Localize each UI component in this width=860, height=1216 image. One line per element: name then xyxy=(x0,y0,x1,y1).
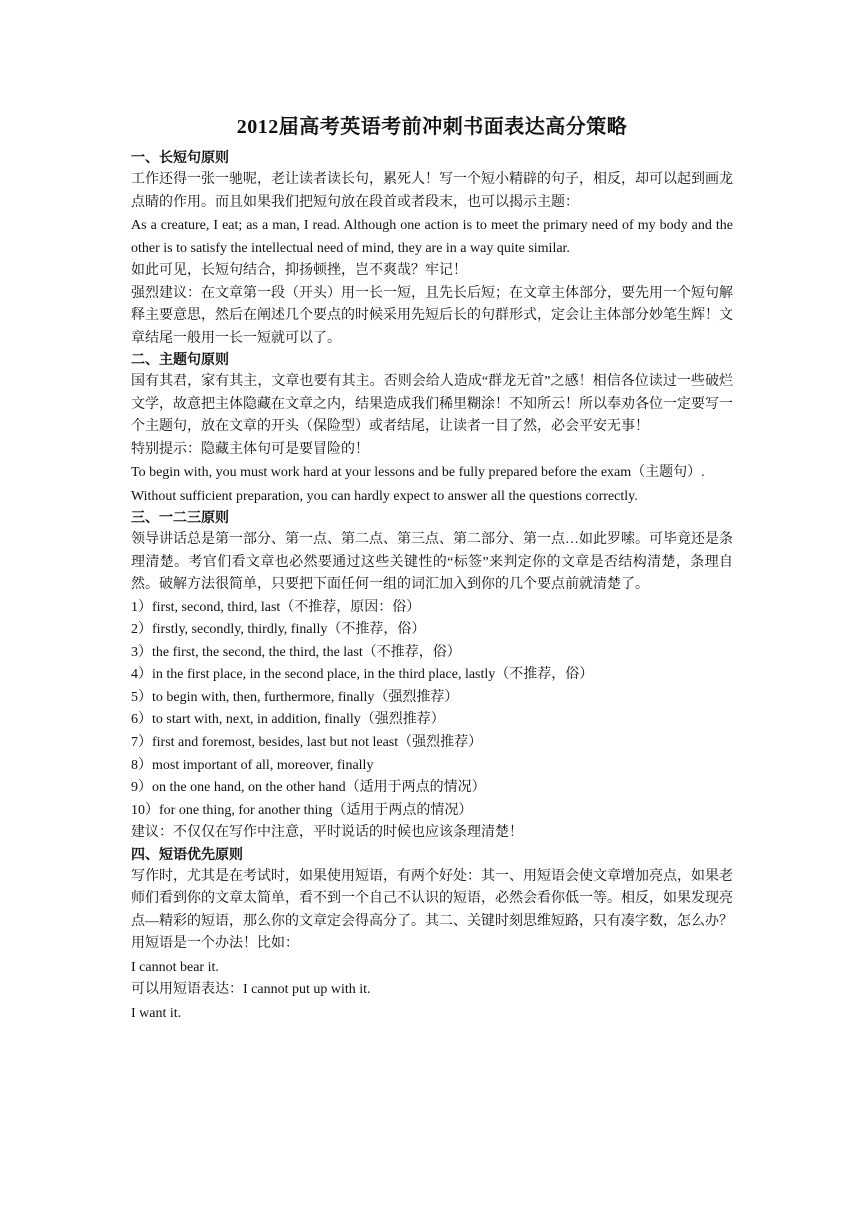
section-4-paragraph-1: 写作时，尤其是在考试时，如果使用短语，有两个好处：其一、用短语会使文章增加亮点，如果老师们看到你的文章太简单，看不到一个自己不认识的短语，必然会看你低一等。相反，如果发现亮点—精彩的短语，那么你的文章定会得高分了。其二、关键时刻思维短路，只有凑字数，怎么办？用短语是一个办法！比如： xyxy=(131,868,733,952)
list-item: 9）on the one hand, on the other hand（适用于两点的情况） xyxy=(131,780,486,796)
list-item: 5）to begin with, then, furthermore, finally（强烈推荐） xyxy=(131,689,459,705)
list-item: 10）for one thing, for another thing（适用于两点的情况） xyxy=(131,802,473,818)
section-4-english-example-2: 可以用短语表达：I cannot put up with it. xyxy=(131,982,371,998)
list-item: 7）first and foremost, besides, last but not least（强烈推荐） xyxy=(131,735,483,751)
section-1-paragraph-1: 工作还得一张一驰呢，老让读者读长句，累死人！写一个短小精辟的句子，相反，却可以起到画龙点睛的作用。而且如果我们把短句放在段首或者段末，也可以揭示主题： xyxy=(131,172,733,210)
section-1-paragraph-2: 如此可见，长短句结合，抑扬顿挫，岂不爽哉？牢记！ xyxy=(131,263,467,278)
section-3-paragraph-1: 领导讲话总是第一部分、第一点、第二点、第三点、第二部分、第一点…如此罗嗦。可毕竟还是条理清楚。考官们看文章也必然要通过这些关键性的“标签”来判定你的文章是否结构清楚，条理自然。破解方法很简单，只要把下面任何一组的词汇加入到你的几个要点前就清楚了。 xyxy=(131,532,733,592)
section-heading-1: 一、长短句原则 xyxy=(131,151,229,166)
document-title: 2012届高考英语考前冲刺书面表达高分策略 xyxy=(236,116,628,138)
list-item: 6）to start with, next, in addition, finally（强烈推荐） xyxy=(131,712,445,728)
section-4-english-example-3: I want it. xyxy=(131,1005,182,1021)
list-item: 3）the first, the second, the third, the last（不推荐，俗） xyxy=(131,644,461,660)
section-heading-4: 四、短语优先原则 xyxy=(131,847,243,863)
section-heading-2: 二、主题句原则 xyxy=(131,353,229,368)
section-2-paragraph-1: 国有其君，家有其主，文章也要有其主。否则会给人造成“群龙无首”之感！相信各位读过一些破烂文学，故意把主体隐藏在文章之内，结果造成我们稀里糊涂！不知所云！所以奉劝各位一定要写一个主题句，放在文章的开头（保险型）或者结尾，让读者一目了然，必会平安无事！ xyxy=(131,374,733,434)
list-item: 1）first, second, third, last（不推荐，原因：俗） xyxy=(131,599,421,615)
list-item: 8）most important of all, moreover, finally xyxy=(131,757,374,773)
section-3-suggestion: 建议：不仅仅在写作中注意，平时说话的时候也应该条理清楚！ xyxy=(131,825,523,841)
section-1-english-example: As a creature, I eat; as a man, I read. Although one action is to meet the primary need of my body and the other is to satisfy the intellectual need of mind, they are in a way quite similar. xyxy=(131,218,733,256)
document-body xyxy=(131,112,733,1025)
section-heading-3: 三、一二三原则 xyxy=(131,511,229,526)
transition-word-list xyxy=(131,597,733,823)
list-item: 4）in the first place, in the second place, in the third place, lastly（不推荐，俗） xyxy=(131,667,594,683)
list-item: 2）firstly, secondly, thirdly, finally（不推荐，俗） xyxy=(131,622,426,638)
section-2-tip: 特别提示：隐藏主体句可是要冒险的！ xyxy=(131,441,369,457)
section-4-english-example-1: I cannot bear it. xyxy=(131,959,219,975)
section-2-english-example-1: To begin with, you must work hard at your lessons and be fully prepared before the exam（主题句）. xyxy=(131,465,705,480)
section-2-english-example-2: Without sufficient preparation, you can hardly expect to answer all the questions correctly. xyxy=(131,488,638,504)
section-1-suggestion: 强烈建议：在文章第一段（开头）用一长一短，且先长后短；在文章主体部分，要先用一个短句解释主要意思，然后在阐述几个要点的时候采用先短后长的句群形式，定会让主体部分妙笔生辉！文章结尾一般用一长一短就可以了。 xyxy=(131,285,733,346)
